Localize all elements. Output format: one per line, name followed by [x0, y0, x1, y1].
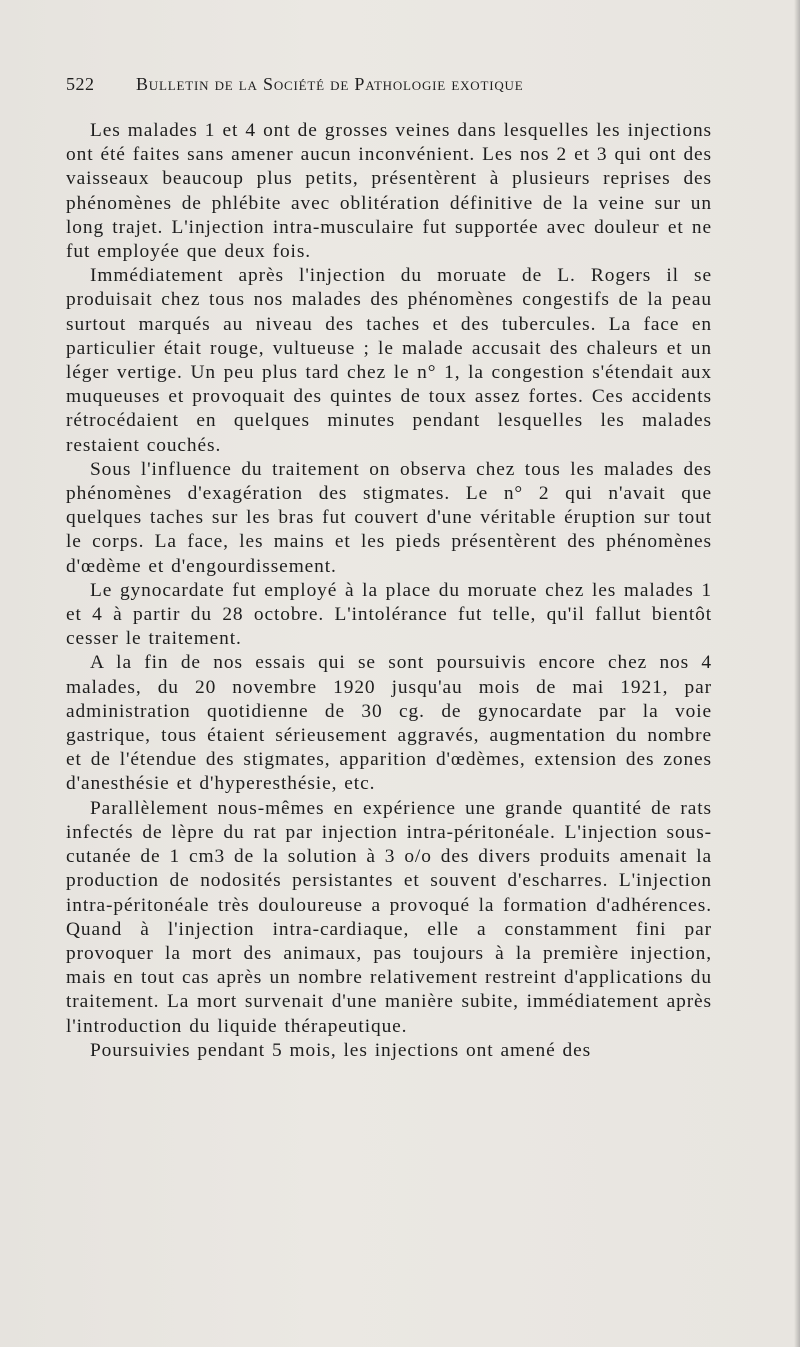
paragraph: Poursuivies pendant 5 mois, les injections ont amené des — [90, 1039, 592, 1061]
paragraph: A la fin de nos essais qui se sont poursuivis encore chez nos 4 malades, du 20 novembre 1920 jusqu'au mois de mai 1921, par administration quotidienne de 30 cg. de gynocardate par la voie gastrique, tous étaient sérieusement aggravés, augmentation du nombre et de l'étendue des stigmates, apparition d'œdèmes, extension des zones d'anesthésie et d'hyperesthésie, etc. — [66, 652, 712, 795]
page-number: 522 — [66, 74, 95, 94]
paragraph: Immédiatement après l'injection du moruate de L. Rogers il se produisait chez tous nos malades des phénomènes congestifs de la peau surtout marqués au niveau des taches et des tubercules. La face en particulier était rouge, vultueuse ; le malade accusait des chaleurs et un léger vertige. Un peu plus tard chez le n° 1, la congestion s'étendait aux muqueuses et provoquait des quintes de toux assez fortes. Ces accidents rétrocédaient en quelques minutes pendant lesquelles les malades restaient couchés. — [66, 265, 712, 456]
paragraph: Sous l'influence du traitement on observa chez tous les malades des phénomènes d'exagération des stigmates. Le n° 2 qui n'avait que quelques taches sur les bras fut couvert d'une véritable éruption sur tout le corps. La face, les mains et les pieds présentèrent des phénomènes d'œdème et d'engourdissement. — [66, 458, 712, 577]
paragraph: Parallèlement nous-mêmes en expérience une grande quantité de rats infectés de lèpre du rat par injection intra-péritonéale. L'injection sous-cutanée de 1 cm3 de la solution à 3 o/o des divers produits amenait la production de nodosités persistantes et souvent d'escharres. L'injection intra-péritonéale très douloureuse a provoqué la formation d'adhérences. Quand à l'injection intra-cardiaque, elle a constamment fini par provoquer la mort des animaux, pas toujours à la première injection, mais en tout cas après un nombre relativement restreint d'applications du traitement. La mort survenait d'une manière subite, immédiatement après l'introduction du liquide thérapeutique. — [66, 797, 712, 1037]
page-edge-shadow — [794, 0, 800, 1347]
paragraph: Les malades 1 et 4 ont de grosses veines dans lesquelles les injections ont été faites sans amener aucun inconvénient. Les nos 2 et 3 qui ont des vaisseaux beaucoup plus petits, présentèrent à plusieurs reprises des phénomènes de phlébite avec oblitération définitive de la veine sur un long trajet. L'injection intra-musculaire fut supportée avec douleur et ne fut employée que deux fois. — [66, 120, 712, 263]
body-text — [66, 119, 712, 1063]
page-header — [66, 74, 626, 95]
paragraph: Le gynocardate fut employé à la place du moruate chez les malades 1 et 4 à partir du 28 octobre. L'intolérance fut telle, qu'il fallut bientôt cesser le traitement. — [66, 579, 712, 650]
running-title: Bulletin de la Société de Pathologie exotique — [136, 74, 524, 94]
